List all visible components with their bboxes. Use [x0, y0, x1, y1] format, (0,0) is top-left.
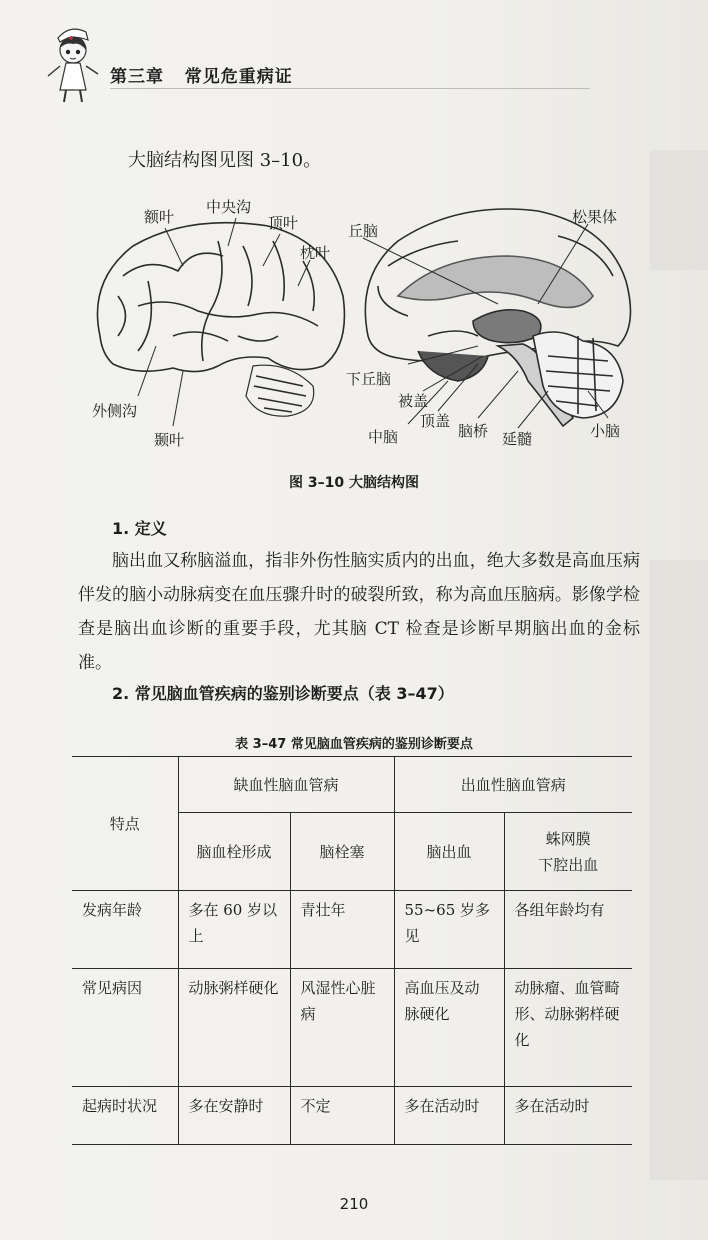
table-cell: 动脉瘤、血管畸形、动脉粥样硬化 [504, 969, 632, 1087]
nurse-mascot-icon [40, 18, 110, 106]
bleed-through-shade [650, 560, 708, 1180]
table-title: 表 3–47 常见脑血管疾病的鉴别诊断要点 [235, 737, 473, 752]
section-heading-definition: 1. 定义 [112, 519, 167, 538]
table-row [72, 969, 632, 1087]
label-parietal-lobe: 顶叶 [268, 214, 299, 232]
section-heading-differential: 2. 常见脑血管疾病的鉴别诊断要点（表 3–47） [112, 684, 454, 703]
label-frontal-lobe: 额叶 [144, 208, 175, 226]
table-header-hemorrhagic: 出血性脑血管病 [394, 757, 632, 813]
label-pons: 脑桥 [458, 422, 489, 440]
label-tectum: 顶盖 [420, 412, 451, 430]
figure-caption: 图 3–10 大脑结构图 [289, 475, 419, 491]
label-tegmentum: 被盖 [398, 392, 429, 410]
intro-text: 大脑结构图见图 3–10。 [128, 150, 322, 171]
table-cell: 多在活动时 [504, 1087, 632, 1145]
differential-table [72, 756, 632, 1145]
table-row [72, 891, 632, 969]
table-cell: 青壮年 [290, 891, 394, 969]
table-cell: 各组年龄均有 [504, 891, 632, 969]
table-header-sah: 蛛网膜 下腔出血 [504, 813, 632, 891]
table-header-feature: 特点 [72, 757, 178, 891]
label-cerebellum: 小脑 [590, 422, 621, 440]
table-cell: 多在安静时 [178, 1087, 290, 1145]
table-header-ich: 脑出血 [394, 813, 504, 891]
table-row [72, 1087, 632, 1145]
table-cell: 动脉粥样硬化 [178, 969, 290, 1087]
bleed-through-shade [650, 150, 708, 270]
definition-paragraph: 脑出血又称脑溢血，指非外伤性脑实质内的出血，绝大多数是高血压病伴发的脑小动脉病变在血压骤升时的破裂所致，称为高血压脑病。影像学检查是脑出血诊断的重要手段，尤其脑 CT 检查是诊断早期脑出血的金标准。 [78, 551, 640, 673]
table-header-embolism: 脑栓塞 [290, 813, 394, 891]
brain-figure [78, 186, 638, 456]
table-cell-feature: 发病年龄 [72, 891, 178, 969]
label-central-sulcus: 中央沟 [206, 198, 252, 216]
label-thalamus: 丘脑 [348, 222, 379, 240]
table-header-ischemic: 缺血性脑血管病 [178, 757, 394, 813]
table-cell: 55~65 岁多见 [394, 891, 504, 969]
label-medulla: 延髓 [502, 430, 533, 448]
label-midbrain: 中脑 [368, 428, 399, 446]
label-pineal-body: 松果体 [572, 208, 618, 226]
table-cell-feature: 常见病因 [72, 969, 178, 1087]
label-lateral-sulcus: 外侧沟 [92, 402, 138, 420]
label-temporal-lobe: 颞叶 [154, 431, 185, 449]
table-cell: 多在 60 岁以上 [178, 891, 290, 969]
header-rule [110, 88, 590, 89]
table-header-thrombosis: 脑血栓形成 [178, 813, 290, 891]
table-cell: 高血压及动脉硬化 [394, 969, 504, 1087]
page-number: 210 [339, 1195, 369, 1213]
table-cell: 风湿性心脏病 [290, 969, 394, 1087]
chapter-header: 第三章 常见危重病证 [110, 67, 293, 87]
table-cell-feature: 起病时状况 [72, 1087, 178, 1145]
table-cell: 多在活动时 [394, 1087, 504, 1145]
label-hypothalamus: 下丘脑 [346, 370, 392, 388]
table-cell: 不定 [290, 1087, 394, 1145]
label-occipital-lobe: 枕叶 [300, 244, 331, 262]
